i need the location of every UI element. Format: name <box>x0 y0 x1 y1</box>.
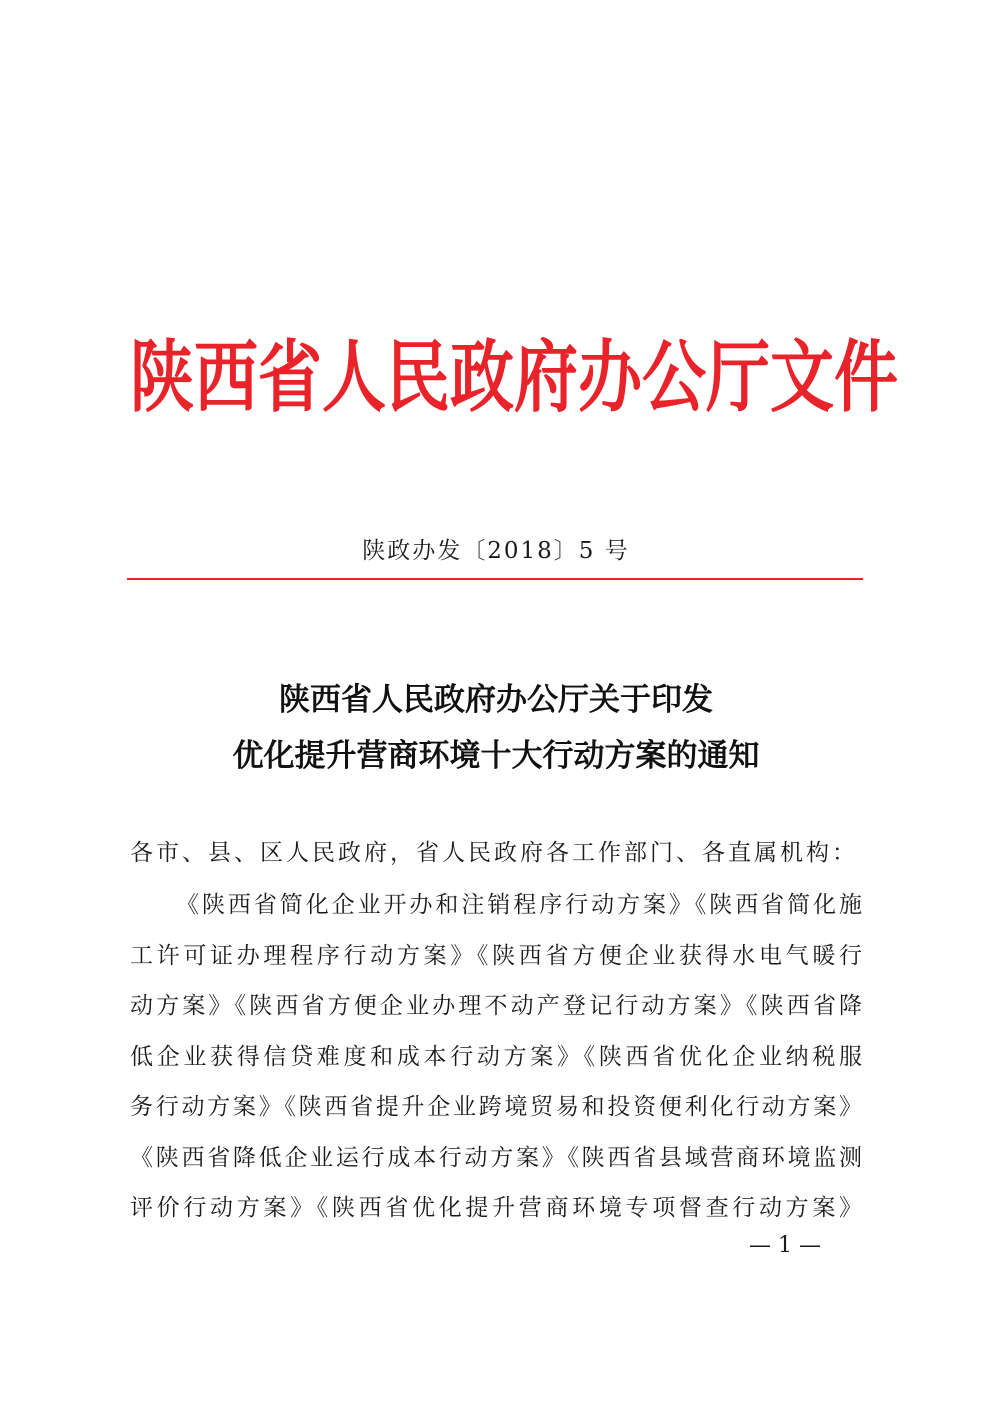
salutation: 各市、县、区人民政府，省人民政府各工作部门、各直属机构： <box>130 840 858 866</box>
body-line: 《陕西省降低企业运行成本行动方案》《陕西省县域营商环境监测 <box>130 1144 862 1171</box>
document-title-line-1: 陕西省人民政府办公厅关于印发 <box>279 682 713 718</box>
body-line: 《陕西省简化企业开办和注销程序行动方案》《陕西省简化施 <box>176 892 862 918</box>
body-line: 低企业获得信贷难度和成本行动方案》《陕西省优化企业纳税服 <box>130 1043 862 1070</box>
body-line: 动方案》《陕西省方便企业办理不动产登记行动方案》《陕西省降 <box>130 993 862 1019</box>
document-number: 陕政办发〔2018〕5 号 <box>362 538 630 564</box>
red-divider-line <box>127 578 863 580</box>
masthead-title: 陕西省人民政府办公厅文件 <box>130 333 898 424</box>
document-title <box>130 672 862 784</box>
body-line: 工许可证办理程序行动方案》《陕西省方便企业获得水电气暖行 <box>130 942 862 969</box>
body-line: 评价行动方案》《陕西省优化提升营商环境专项督查行动方案》 <box>130 1195 862 1221</box>
body-paragraph <box>130 880 862 1234</box>
page-number: — 1 — <box>749 1233 821 1258</box>
document-title-line-2: 优化提升营商环境十大行动方案的通知 <box>232 738 760 774</box>
body-line: 务行动方案》《陕西省提升企业跨境贸易和投资便利化行动方案》 <box>130 1094 862 1120</box>
